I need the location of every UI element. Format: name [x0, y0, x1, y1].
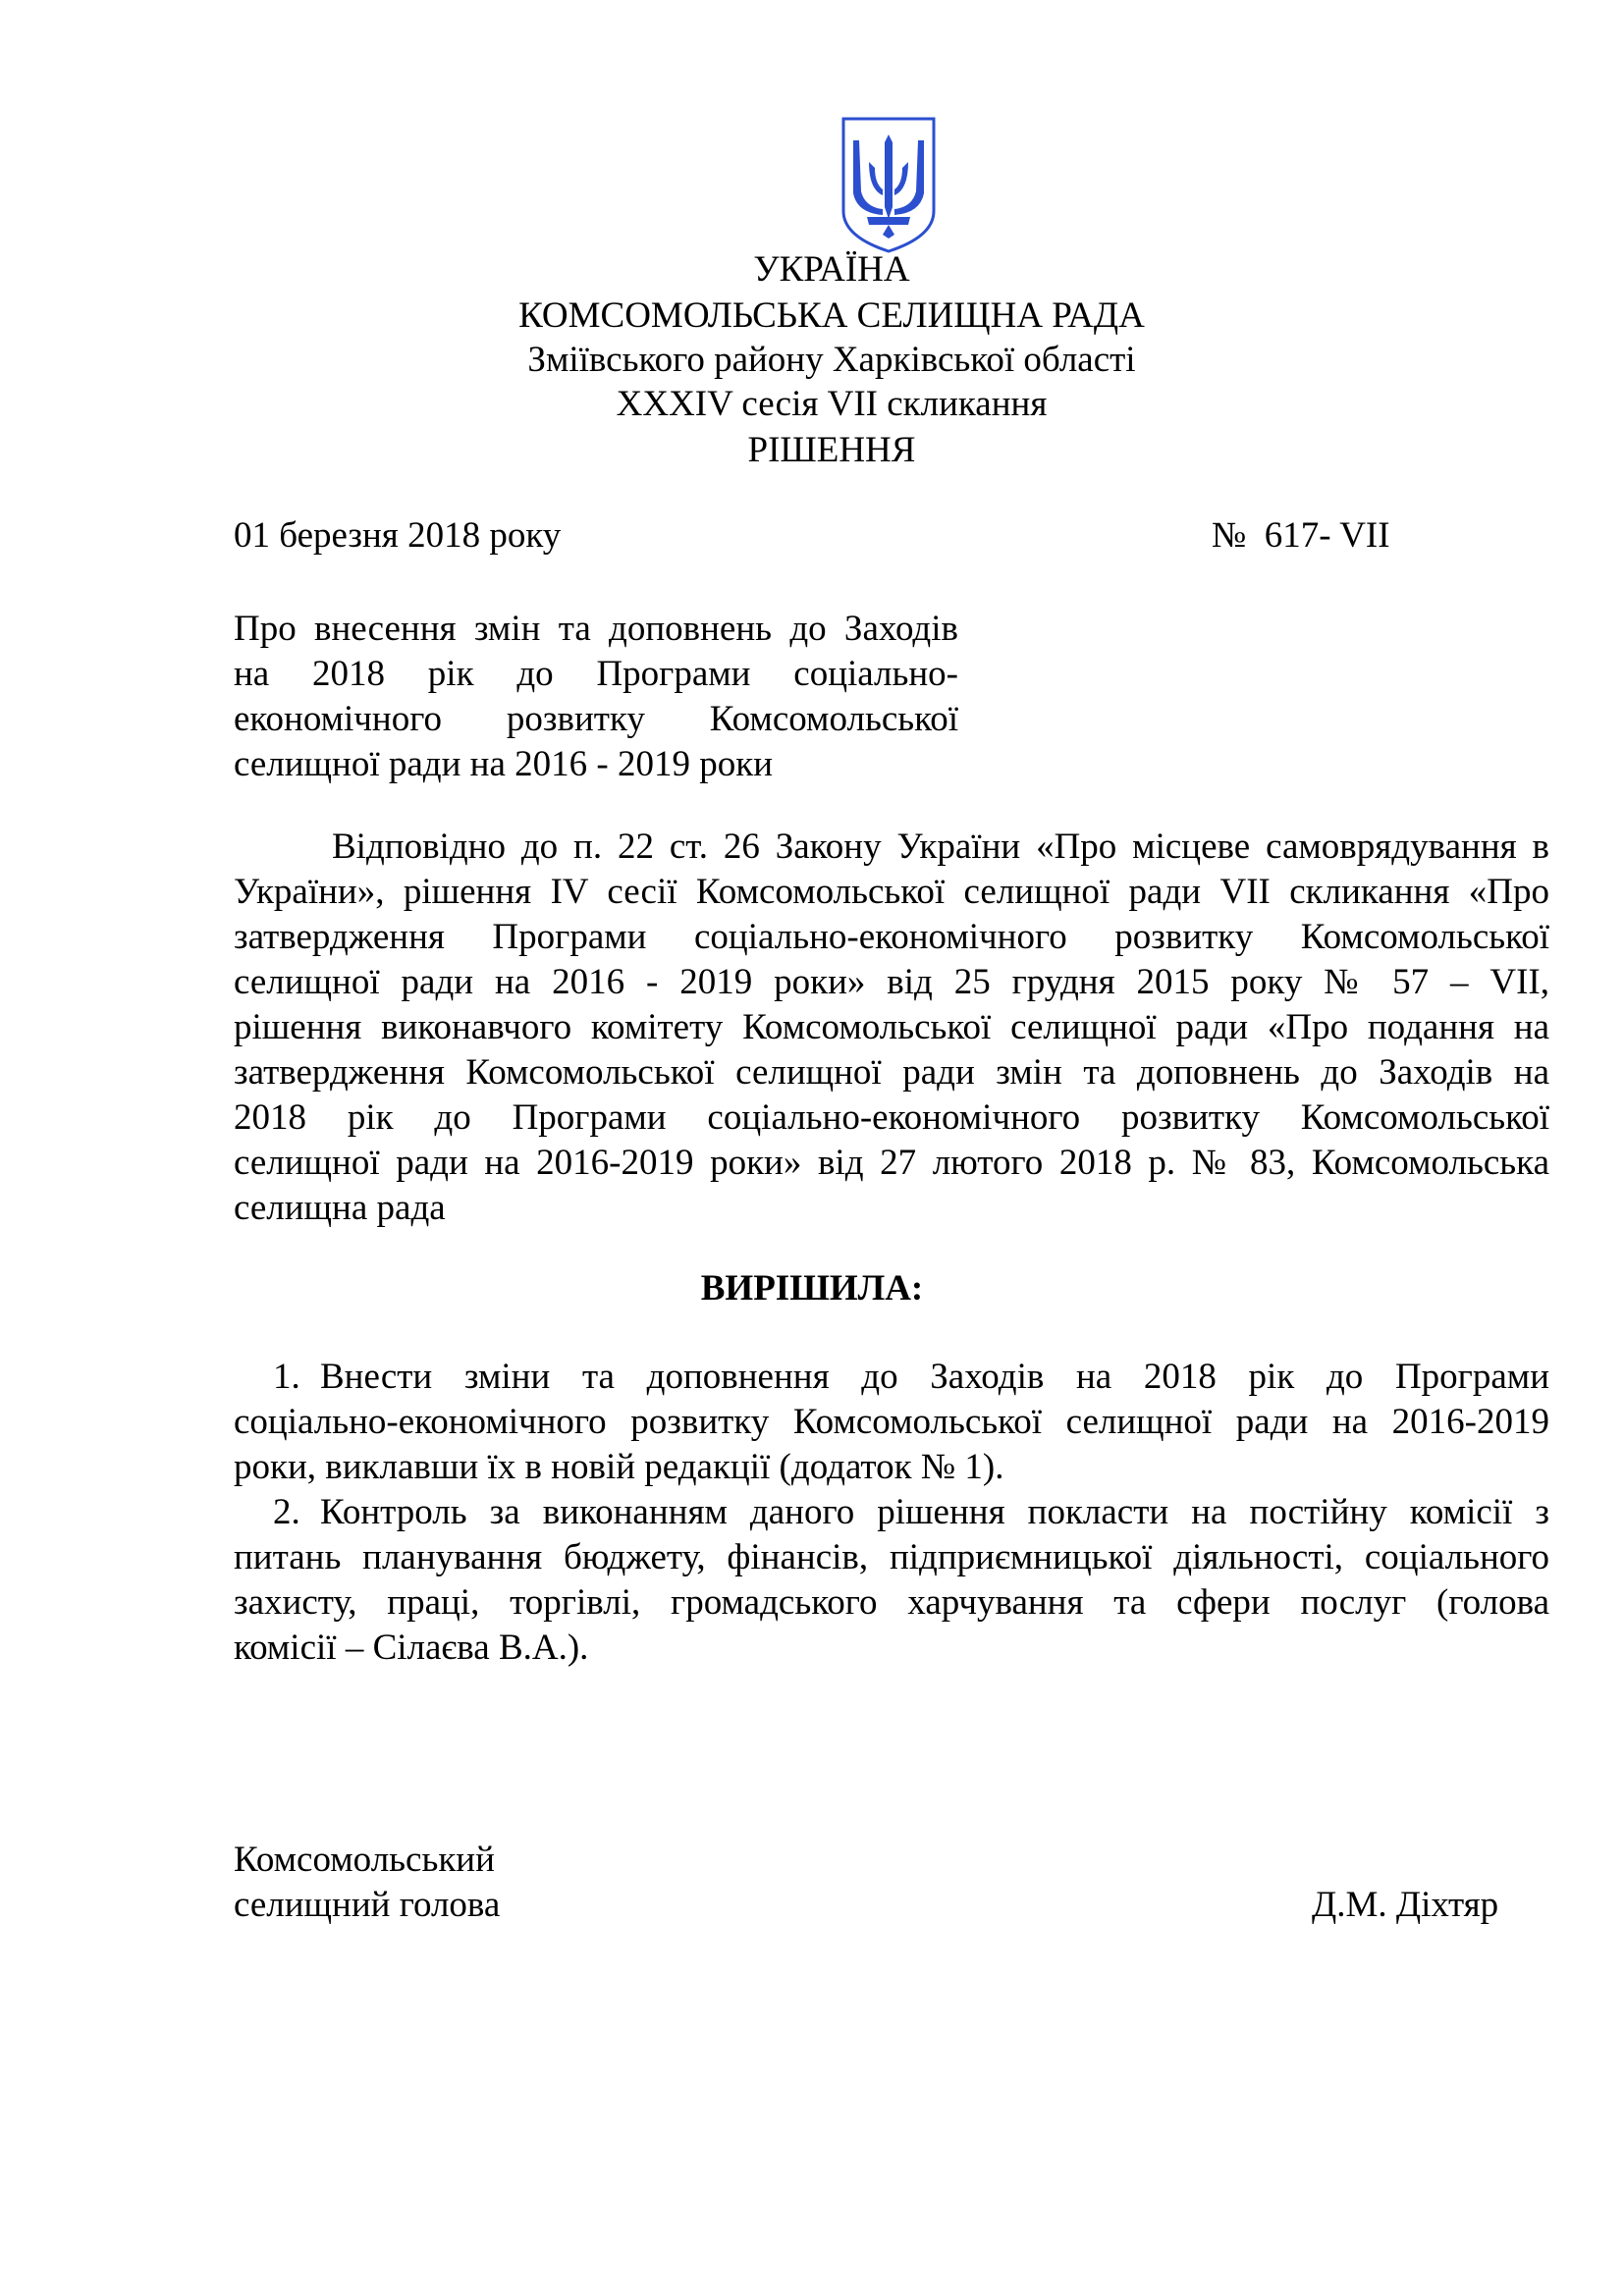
header-country: УКРАЇНА [753, 249, 910, 290]
item-number: 1. [273, 1357, 300, 1397]
document-type: РІШЕННЯ [747, 430, 916, 470]
document-subject [234, 607, 958, 787]
preamble-line: Відповідно до п. 22 ст. 26 Закону України «Про місцеве самоврядування в [332, 827, 1549, 867]
preamble-line: селищна рада [234, 1188, 446, 1228]
preamble-line: селищної ради на 2016 - 2019 роки» від 25 грудня 2015 року № 57 – VІІ, [234, 962, 1549, 1002]
item-2-line: питань планування бюджету, фінансів, підприємницької діяльності, соціального [234, 1537, 1549, 1577]
tryzub-icon [839, 113, 938, 255]
subject-line: економічного розвитку Комсомольської [234, 699, 958, 739]
preamble-paragraph [234, 825, 1549, 1231]
item-1-line [234, 1355, 1549, 1400]
item-1-line: соціально-економічного розвитку Комсомольської селищної ради на 2016-2019 [234, 1402, 1549, 1442]
header-region: Зміївського району Харківської області [527, 340, 1136, 380]
item-1-line: роки, виклавши їх в новій редакції (додаток № 1). [234, 1447, 1004, 1487]
item-2-line [234, 1490, 1549, 1535]
document-date: 01 березня 2018 року [234, 515, 562, 556]
document-number: № 617- VІІ [1212, 515, 1390, 556]
preamble-line: селищної ради на 2016-2019 роки» від 27 лютого 2018 р. № 83, Комсомольська [234, 1143, 1549, 1183]
preamble-line: 2018 рік до Програми соціально-економічного розвитку Комсомольської [234, 1097, 1549, 1138]
header-session: ХХХІV сесія VІІ скликання [616, 384, 1048, 424]
item-text: Внести зміни та доповнення до Заходів на 2018 рік до Програми [320, 1357, 1549, 1397]
preamble-line: рішення виконавчого комітету Комсомольської селищної ради «Про подання на [234, 1007, 1549, 1047]
item-2-line: захисту, праці, торгівлі, громадського харчування та сфери послуг (голова [234, 1582, 1549, 1623]
subject-line: Про внесення змін та доповнень до Заходів [234, 609, 958, 649]
item-number: 2. [273, 1492, 300, 1532]
subject-line: селищної ради на 2016 - 2019 роки [234, 744, 774, 784]
signatory-title [234, 1838, 500, 1928]
item-2-line: комісії – Сілаєва В.А.). [234, 1628, 589, 1668]
signatory-title-line: Комсомольський [234, 1840, 495, 1880]
signatory-name: Д.М. Діхтяр [1312, 1885, 1499, 1925]
header-council: КОМСОМОЛЬСЬКА СЕЛИЩНА РАДА [518, 295, 1145, 336]
preamble-line: затвердження Комсомольської селищної ради змін та доповнень до Заходів на [234, 1052, 1549, 1093]
item-text: Контроль за виконанням даного рішення покласти на постійну комісії з [320, 1492, 1549, 1532]
signatory-title-line: селищний голова [234, 1885, 501, 1925]
preamble-line: України», рішення ІV сесії Комсомольської селищної ради VІІ скликання «Про [234, 872, 1549, 912]
subject-line: на 2018 рік до Програми соціально- [234, 654, 958, 694]
resolution-items [234, 1355, 1549, 1671]
resolved-heading: ВИРІШИЛА: [700, 1268, 924, 1308]
preamble-line: затвердження Програми соціально-економічного розвитку Комсомольської [234, 917, 1549, 957]
